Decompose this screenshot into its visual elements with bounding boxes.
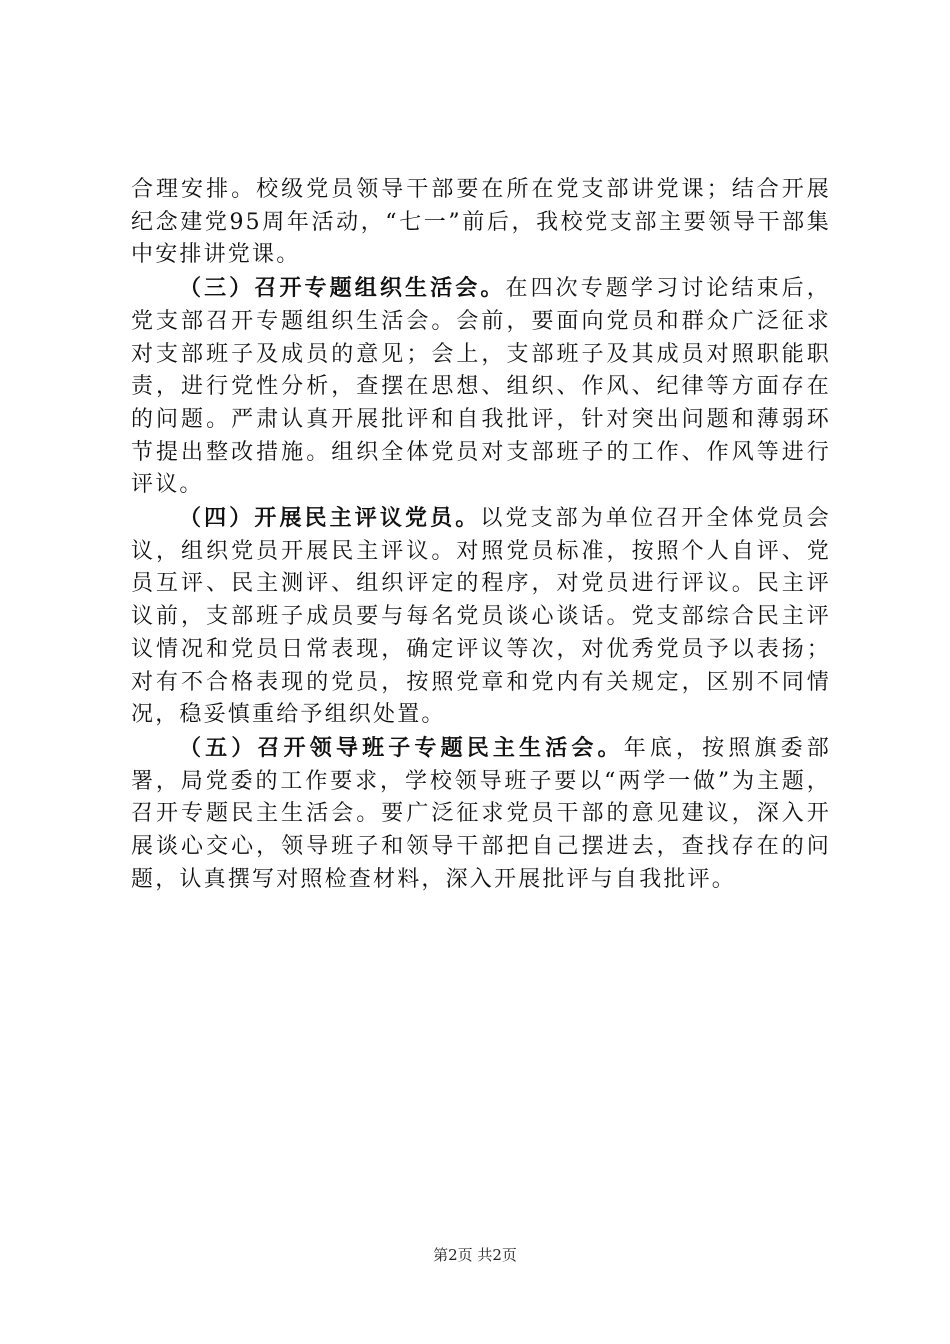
paragraph-text: 年底，按照旗委部署，局党委的工作要求，学校领导班子要以“两学一做”为主题，召开专题民主生活会。要广泛征求党员干部的意见建议，深入开展谈心交心，领导班子和领导干部把自己摆进去，查找存在的问题，认真撰写对照检查材料，深入开展批评与自我批评。 bbox=[131, 735, 831, 892]
page-number-footer: 第2页 共2页 bbox=[433, 1246, 517, 1264]
paragraph-section-4 bbox=[131, 502, 831, 732]
paragraph-section-5 bbox=[131, 732, 831, 897]
paragraph-text: 以党支部为单位召开全体党员会议，组织党员开展民主评议。对照党员标准，按照个人自评、党员互评、民主测评、组织评定的程序，对党员进行评议。民主评议前，支部班子成员要与每名党员谈心谈话。党支部综合民主评议情况和党员日常表现，确定评议等次，对优秀党员予以表扬；对有不合格表现的党员，按照党章和党内有关规定，区别不同情况，稳妥慎重给予组织处置。 bbox=[131, 506, 831, 728]
paragraph-section-3 bbox=[131, 272, 831, 502]
paragraph-text: 在四次专题学习讨论结束后，党支部召开专题组织生活会。会前，要面向党员和群众广泛征求对支部班子及成员的意见；会上，支部班子及其成员对照职能职责，进行党性分析，查摆在思想、组织、作风、纪律等方面存在的问题。严肃认真开展批评和自我批评，针对突出问题和薄弱环节提出整改措施。组织全体党员对支部班子的工作、作风等进行评议。 bbox=[131, 276, 831, 498]
section-heading: （四）开展民主评议党员。 bbox=[179, 505, 481, 532]
section-heading: （三）召开专题组织生活会。 bbox=[179, 275, 506, 302]
document-body bbox=[131, 174, 831, 896]
paragraph-text: 合理安排。校级党员领导干部要在所在党支部讲党课；结合开展纪念建党95周年活动，“七一”前后，我校党支部主要领导干部集中安排讲党课。 bbox=[131, 177, 831, 268]
section-heading: （五）召开领导班子专题民主生活会。 bbox=[179, 734, 624, 761]
paragraph-continuation bbox=[131, 174, 831, 272]
